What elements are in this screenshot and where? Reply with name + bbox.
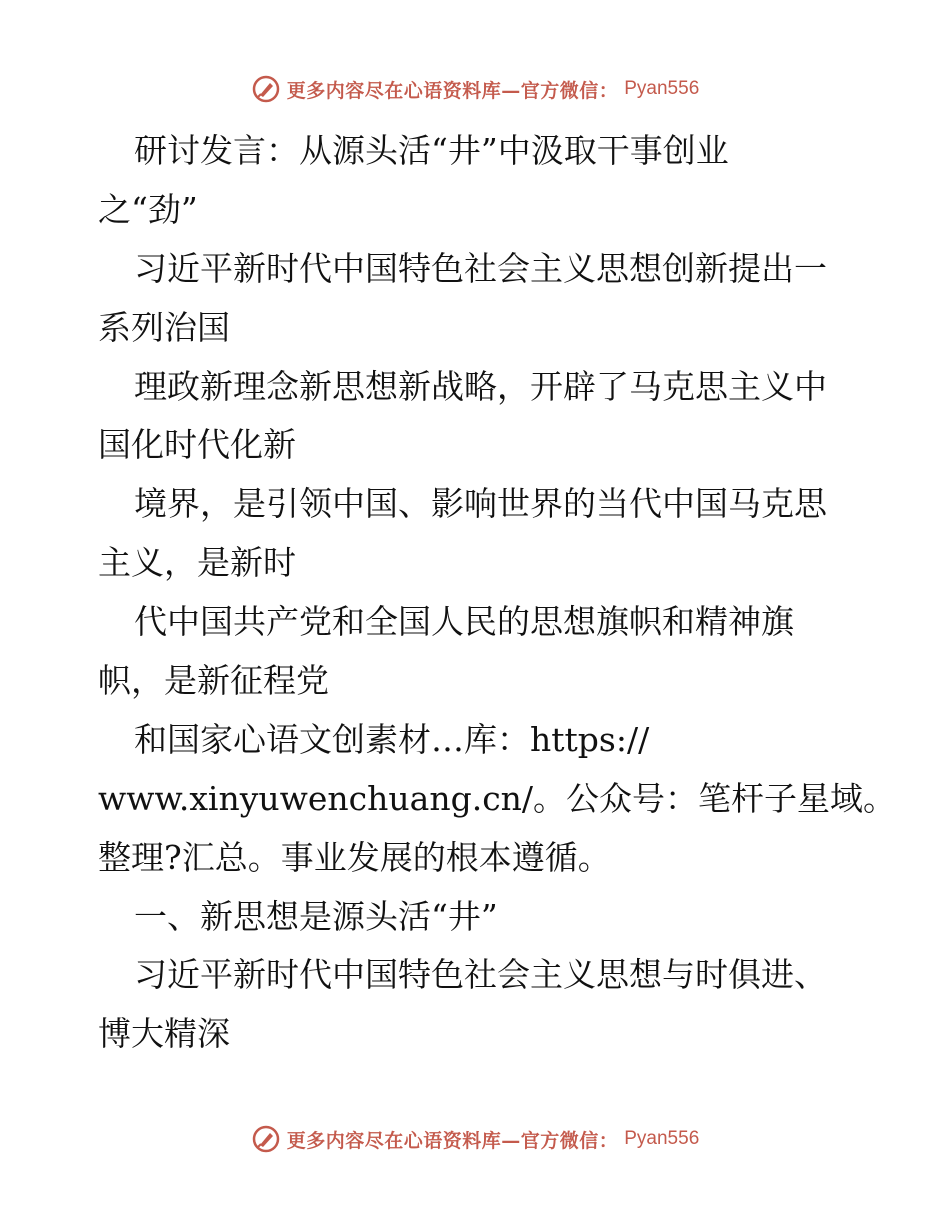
pen-nib-logo-icon xyxy=(251,74,281,104)
header-banner xyxy=(0,72,950,106)
footer-banner-handle: Pyan556 xyxy=(624,1128,700,1149)
paragraph-line: 代中国共产党和全国人民的思想旗帜和精神旗 xyxy=(134,602,794,642)
title-line-2: 之“劲” xyxy=(98,189,198,229)
paragraph-line: 习近平新时代中国特色社会主义思想与时俱进、 xyxy=(134,955,827,995)
paragraph-line: 主义，是新时 xyxy=(98,543,296,583)
pen-nib-logo-icon xyxy=(251,1124,281,1154)
paragraph-line: 博大精深 xyxy=(98,1014,230,1054)
paragraph-line: 系列治国 xyxy=(98,307,230,347)
footer-banner xyxy=(0,1122,950,1156)
paragraph-line: 和国家心语文创素材…库：https:// xyxy=(134,719,650,759)
document-body xyxy=(98,122,897,1064)
paragraph-line: 境界，是引领中国、影响世界的当代中国马克思 xyxy=(134,484,827,524)
paragraph-line: 整理?汇总。事业发展的根本遵循。 xyxy=(98,837,611,877)
footer-banner-text: 更多内容尽在心语资料库—官方微信： xyxy=(286,1129,619,1152)
section-heading: 一、新思想是源头活“井” xyxy=(134,896,498,936)
paragraph-line-url: www.xinyuwenchuang.cn/。公众号：笔杆子星域。 xyxy=(98,778,897,818)
paragraph-line: 国化时代化新 xyxy=(98,425,296,465)
paragraph-line: 帜，是新征程党 xyxy=(98,661,329,701)
header-banner-handle: Pyan556 xyxy=(624,78,700,99)
header-banner-text: 更多内容尽在心语资料库—官方微信： xyxy=(286,79,619,102)
title-line-1: 研讨发言：从源头活“井”中汲取干事创业 xyxy=(134,131,729,170)
paragraph-line: 习近平新时代中国特色社会主义思想创新提出一 xyxy=(134,248,827,288)
paragraph-line: 理政新理念新思想新战略，开辟了马克思主义中 xyxy=(134,366,827,406)
